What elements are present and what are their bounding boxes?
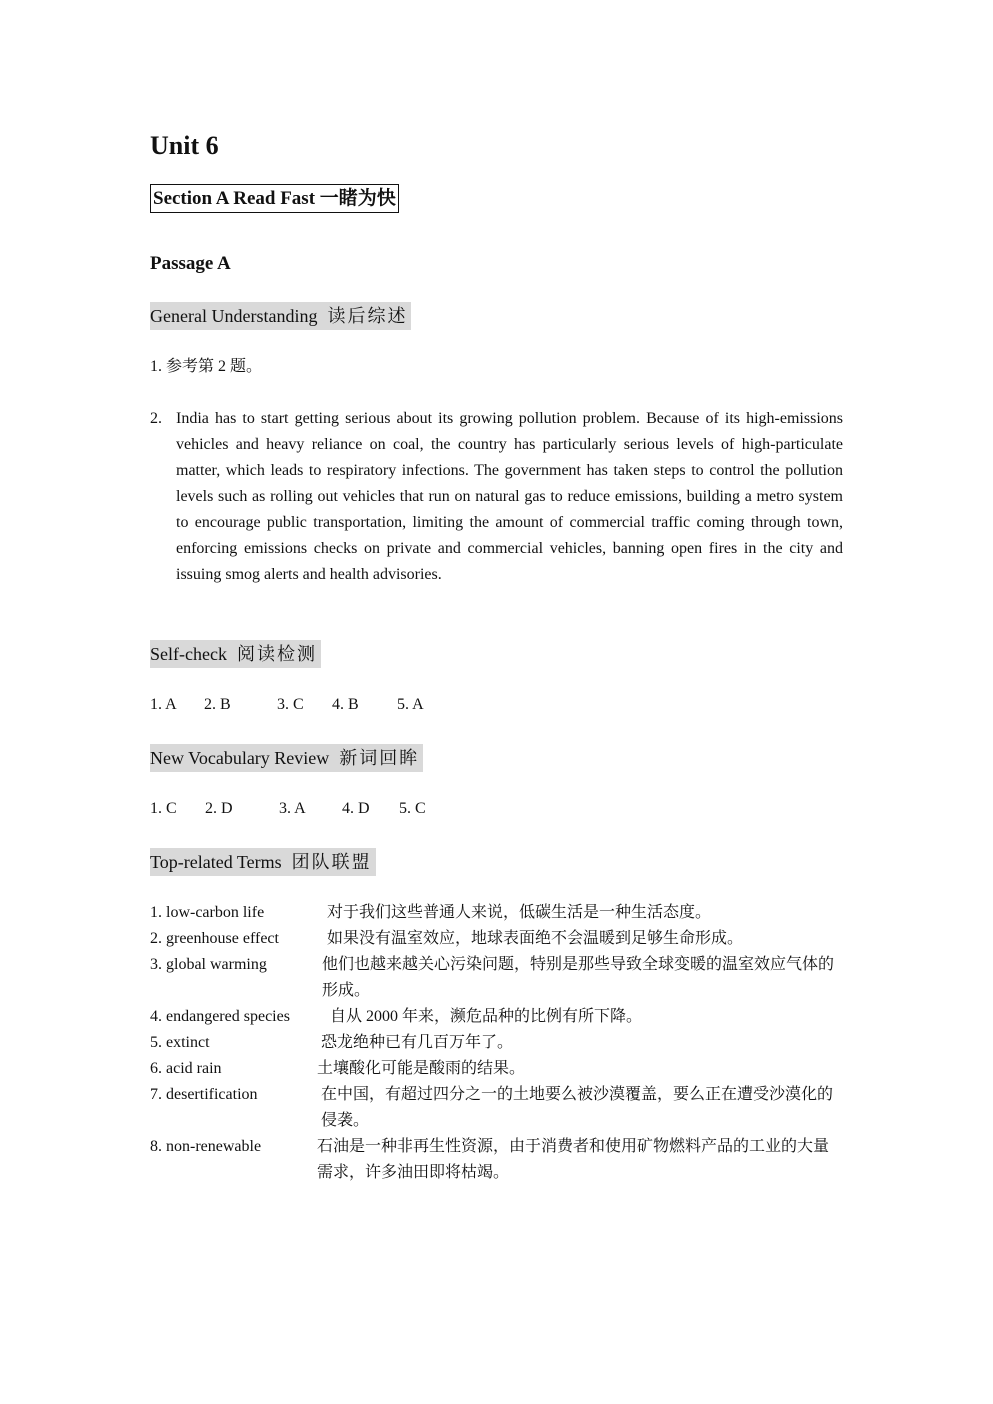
self-check-answer: 2. B bbox=[204, 696, 231, 713]
passage-heading: Passage A bbox=[150, 253, 231, 274]
item-number: 2. bbox=[150, 410, 162, 427]
vocabulary-answer: 5. C bbox=[399, 800, 426, 817]
related-terms-heading bbox=[150, 848, 376, 876]
self-check-answer: 4. B bbox=[332, 696, 359, 713]
vocabulary-answer: 2. D bbox=[205, 800, 233, 817]
heading-cn: 新词回眸 bbox=[339, 748, 420, 768]
heading-en: Top-related Terms bbox=[150, 852, 282, 872]
item-text: India has to start getting serious about its growing pollution problem. Because of its high-emissions vehicles and heavy reliance on coal, the country has particularly serious levels of high-particulate matter, which leads to respiratory infections. The government has taken steps to control the pollution levels such as rolling out vehicles that run on natural gas to reduce emissions, building a metro system to encourage public transportation, limiting the amount of commercial traffic coming through town, enforcing emissions checks on private and commercial vehicles, banning open fires in the city and issuing smog alerts and health advisories. bbox=[176, 410, 843, 583]
term-label: 1. low-carbon life bbox=[150, 904, 265, 921]
term-label: 5. extinct bbox=[150, 1034, 210, 1051]
term-translation: 他们也越来越关心污染问题，特别是那些导致全球变暖的温室效应气体的形成。 bbox=[322, 956, 835, 999]
term-label: 2. greenhouse effect bbox=[150, 930, 279, 947]
term-translation: 土壤酸化可能是酸雨的结果。 bbox=[317, 1060, 526, 1077]
term-translation: 恐龙绝种已有几百万年了。 bbox=[321, 1034, 514, 1051]
general-understanding-heading bbox=[150, 302, 411, 330]
unit-title: Unit 6 bbox=[150, 131, 219, 160]
term-label: 6. acid rain bbox=[150, 1060, 222, 1077]
heading-cn: 阅读检测 bbox=[236, 644, 317, 664]
heading-en: General Understanding bbox=[150, 306, 318, 326]
heading-cn: 读后综述 bbox=[327, 306, 408, 326]
general-item-1: 1. 参考第 2 题。 bbox=[150, 358, 263, 375]
self-check-answer: 3. C bbox=[277, 696, 304, 713]
term-label: 3. global warming bbox=[150, 956, 267, 973]
term-translation: 对于我们这些普通人来说，低碳生活是一种生活态度。 bbox=[327, 904, 712, 921]
general-item-2 bbox=[150, 406, 843, 588]
vocabulary-answer: 4. D bbox=[342, 800, 370, 817]
heading-en: Self-check bbox=[150, 644, 227, 664]
term-translation: 自从 2000 年来，濒危品种的比例有所下降。 bbox=[330, 1008, 643, 1025]
self-check-heading bbox=[150, 640, 321, 668]
self-check-answer: 5. A bbox=[397, 696, 424, 713]
term-label: 7. desertification bbox=[150, 1086, 258, 1103]
term-translation: 在中国，有超过四分之一的土地要么被沙漠覆盖，要么正在遭受沙漠化的侵袭。 bbox=[321, 1086, 834, 1129]
heading-cn: 团队联盟 bbox=[291, 852, 372, 872]
term-translation: 石油是一种非再生性资源，由于消费者和使用矿物燃料产品的工业的大量需求，许多油田即将枯竭。 bbox=[317, 1138, 830, 1181]
vocabulary-review-heading bbox=[150, 744, 423, 772]
vocabulary-answer: 1. C bbox=[150, 800, 177, 817]
section-heading: Section A Read Fast 一睹为快 bbox=[150, 184, 399, 213]
term-translation: 如果没有温室效应，地球表面绝不会温暖到足够生命形成。 bbox=[327, 930, 744, 947]
heading-en: New Vocabulary Review bbox=[150, 748, 330, 768]
vocabulary-answer: 3. A bbox=[279, 800, 306, 817]
term-label: 8. non-renewable bbox=[150, 1138, 262, 1155]
self-check-answer: 1. A bbox=[150, 696, 177, 713]
term-label: 4. endangered species bbox=[150, 1008, 290, 1025]
